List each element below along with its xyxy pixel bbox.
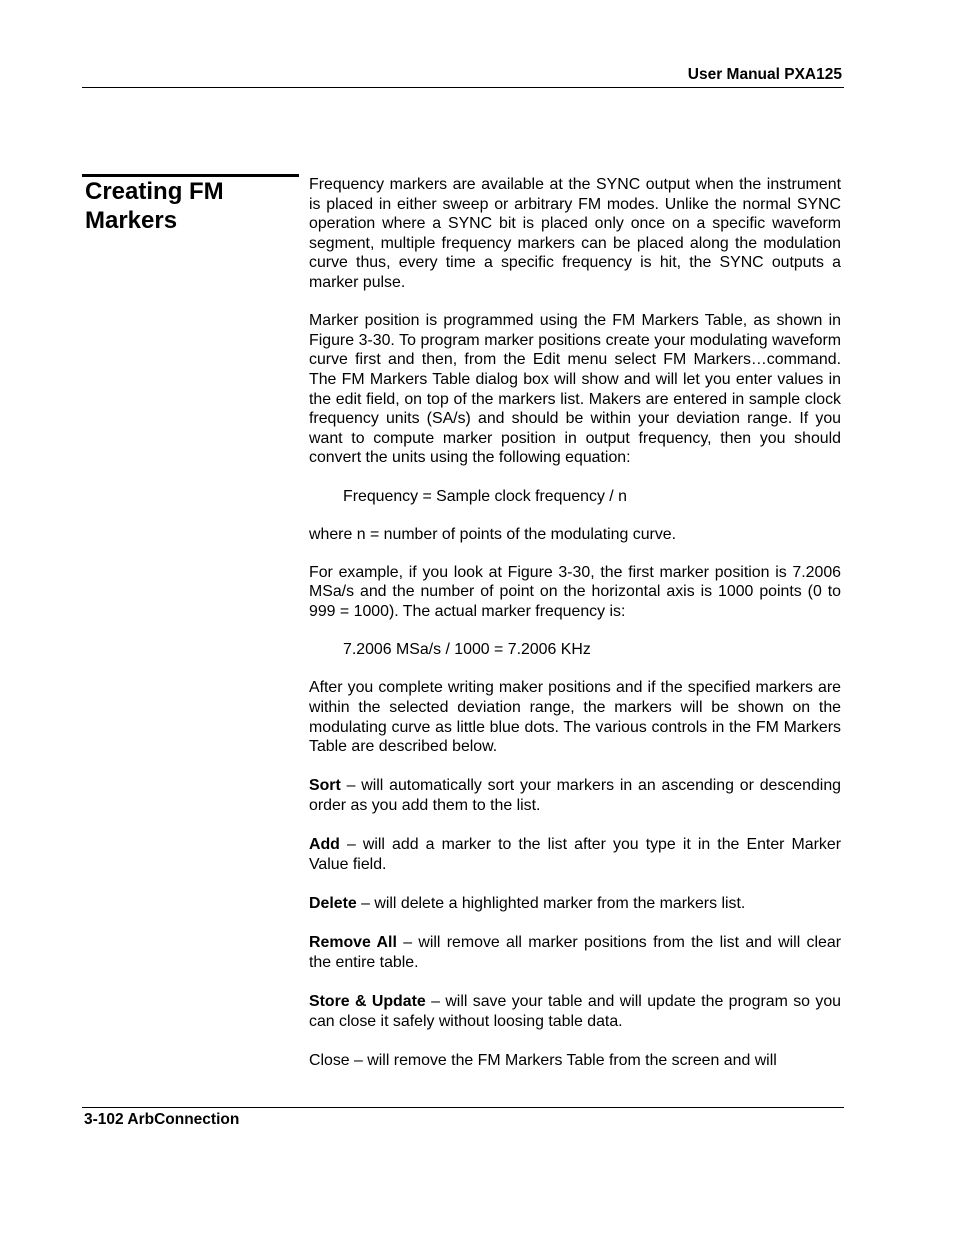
body-text bbox=[309, 175, 841, 1089]
control-desc: – will automatically sort your markers in an ascending or descending order as you add them to the list. bbox=[309, 777, 841, 814]
paragraph-example: For example, if you look at Figure 3-30, the first marker position is 7.2006 MSa/s and the number of point on the horizontal axis is 1000 points (0 to 999 = 1000). The actual marker frequency is: bbox=[309, 563, 841, 621]
paragraph-programming: Marker position is programmed using the FM Markers Table, as shown in Figure 3-30. To program marker positions create your modulating waveform curve first and then, from the Edit menu select FM Markers…command. The FM Markers Table dialog box will show and will let you enter values in the edit field, on top of the markers list. Makers are entered in sample clock frequency units (SA/s) and should be within your deviation range. If you want to compute marker position in output frequency, then you should convert the units using the following equation: bbox=[309, 312, 841, 467]
paragraph-close: Close – will remove the FM Markers Table from the screen and will bbox=[309, 1051, 777, 1069]
section-title: Creating FM Markers bbox=[85, 178, 224, 234]
paragraph-where: where n = number of points of the modulating curve. bbox=[309, 525, 677, 543]
control-delete bbox=[309, 894, 841, 914]
control-desc: – will remove all marker positions from the list and will clear the entire table. bbox=[309, 934, 841, 971]
footer-rule bbox=[82, 1107, 844, 1108]
control-remove-all bbox=[309, 933, 841, 972]
paragraph-intro: Frequency markers are available at the SYNC output when the instrument is placed in either sweep or arbitrary FM modes. Unlike the normal SYNC operation where a SYNC bit is placed only once on a specific waveform segment, multiple frequency markers can be placed along the modulation curve thus, every time a specific frequency is hit, the SYNC outputs a marker pulse. bbox=[309, 176, 841, 291]
paragraph-after: After you complete writing maker positions and if the specified markers are within the selected deviation range, the markers will be shown on the modulating curve as little blue dots. The various controls in the FM Markers Table are described below. bbox=[309, 679, 841, 756]
control-desc: – will save your table and will update the program so you can close it safely without loosing table data. bbox=[309, 992, 841, 1030]
control-term: Delete bbox=[309, 894, 357, 912]
header-rule bbox=[82, 87, 844, 88]
equation-frequency: Frequency = Sample clock frequency / n bbox=[343, 487, 627, 505]
running-header: User Manual PXA125 bbox=[687, 66, 842, 83]
control-desc: – will add a marker to the list after you type it in the Enter Marker Value field. bbox=[309, 836, 841, 873]
control-sort bbox=[309, 776, 841, 815]
control-term: Store & Update bbox=[309, 992, 426, 1010]
control-add bbox=[309, 835, 841, 874]
equation-example: 7.2006 MSa/s / 1000 = 7.2006 KHz bbox=[343, 641, 591, 659]
control-term: Sort bbox=[309, 777, 341, 795]
control-term: Remove All bbox=[309, 934, 397, 952]
page-footer: 3-102 ArbConnection bbox=[84, 1111, 240, 1128]
control-term: Add bbox=[309, 836, 340, 854]
control-store-update bbox=[309, 992, 841, 1031]
control-desc: – will delete a highlighted marker from the markers list. bbox=[356, 894, 746, 912]
